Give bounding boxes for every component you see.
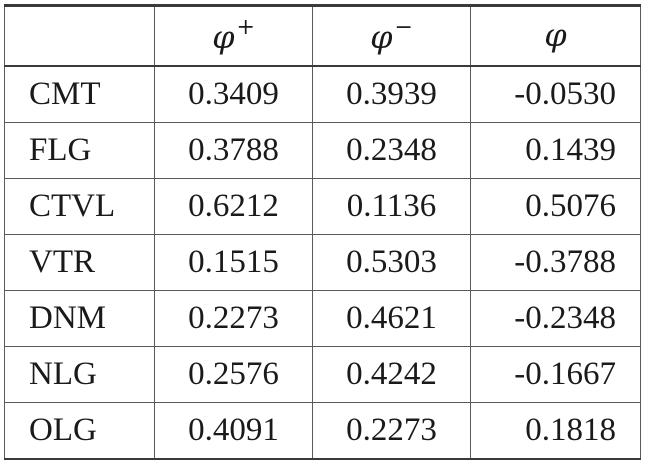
phi-symbol: φ bbox=[212, 18, 235, 56]
row-label: DNM bbox=[5, 291, 155, 347]
header-phi-plus bbox=[155, 6, 313, 67]
table-header bbox=[5, 6, 641, 67]
row-label: NLG bbox=[5, 347, 155, 403]
phi-plus-value: 0.6212 bbox=[155, 179, 313, 235]
phi-net-value: -0.2348 bbox=[471, 291, 641, 347]
row-label: CTVL bbox=[5, 179, 155, 235]
header-row bbox=[5, 6, 641, 67]
header-phi-net bbox=[471, 6, 641, 67]
phi-minus-value: 0.2348 bbox=[313, 123, 471, 179]
phi-symbol: φ bbox=[370, 18, 393, 56]
phi-net-value: 0.1439 bbox=[471, 123, 641, 179]
row-label: FLG bbox=[5, 123, 155, 179]
header-phi-minus bbox=[313, 6, 471, 67]
phi-net-value: -0.3788 bbox=[471, 235, 641, 291]
corner-cell bbox=[5, 6, 155, 67]
table-row bbox=[5, 179, 641, 235]
phi-plus-value: 0.2273 bbox=[155, 291, 313, 347]
phi-minus-value: 0.5303 bbox=[313, 235, 471, 291]
phi-net-value: -0.1667 bbox=[471, 347, 641, 403]
table-row bbox=[5, 347, 641, 403]
phi-flow-table bbox=[4, 4, 641, 460]
phi-plus-value: 0.2576 bbox=[155, 347, 313, 403]
phi-symbol: φ bbox=[544, 16, 567, 54]
phi-minus-value: 0.2273 bbox=[313, 403, 471, 460]
row-label: OLG bbox=[5, 403, 155, 460]
row-label: VTR bbox=[5, 235, 155, 291]
table-body bbox=[5, 66, 641, 459]
phi-minus-value: 0.4621 bbox=[313, 291, 471, 347]
phi-plus-value: 0.3788 bbox=[155, 123, 313, 179]
phi-net-value: -0.0530 bbox=[471, 66, 641, 123]
phi-minus-value: 0.4242 bbox=[313, 347, 471, 403]
table-row bbox=[5, 123, 641, 179]
phi-plus-value: 0.1515 bbox=[155, 235, 313, 291]
phi-plus-value: 0.4091 bbox=[155, 403, 313, 460]
table-row bbox=[5, 291, 641, 347]
phi-minus-value: 0.3939 bbox=[313, 66, 471, 123]
row-label: CMT bbox=[5, 66, 155, 123]
table-row bbox=[5, 403, 641, 460]
phi-net-value: 0.1818 bbox=[471, 403, 641, 460]
phi-plus-value: 0.3409 bbox=[155, 66, 313, 123]
plus-superscript: + bbox=[236, 15, 255, 40]
table-row bbox=[5, 66, 641, 123]
phi-minus-value: 0.1136 bbox=[313, 179, 471, 235]
phi-net-value: 0.5076 bbox=[471, 179, 641, 235]
table-row bbox=[5, 235, 641, 291]
minus-superscript: − bbox=[394, 15, 413, 40]
